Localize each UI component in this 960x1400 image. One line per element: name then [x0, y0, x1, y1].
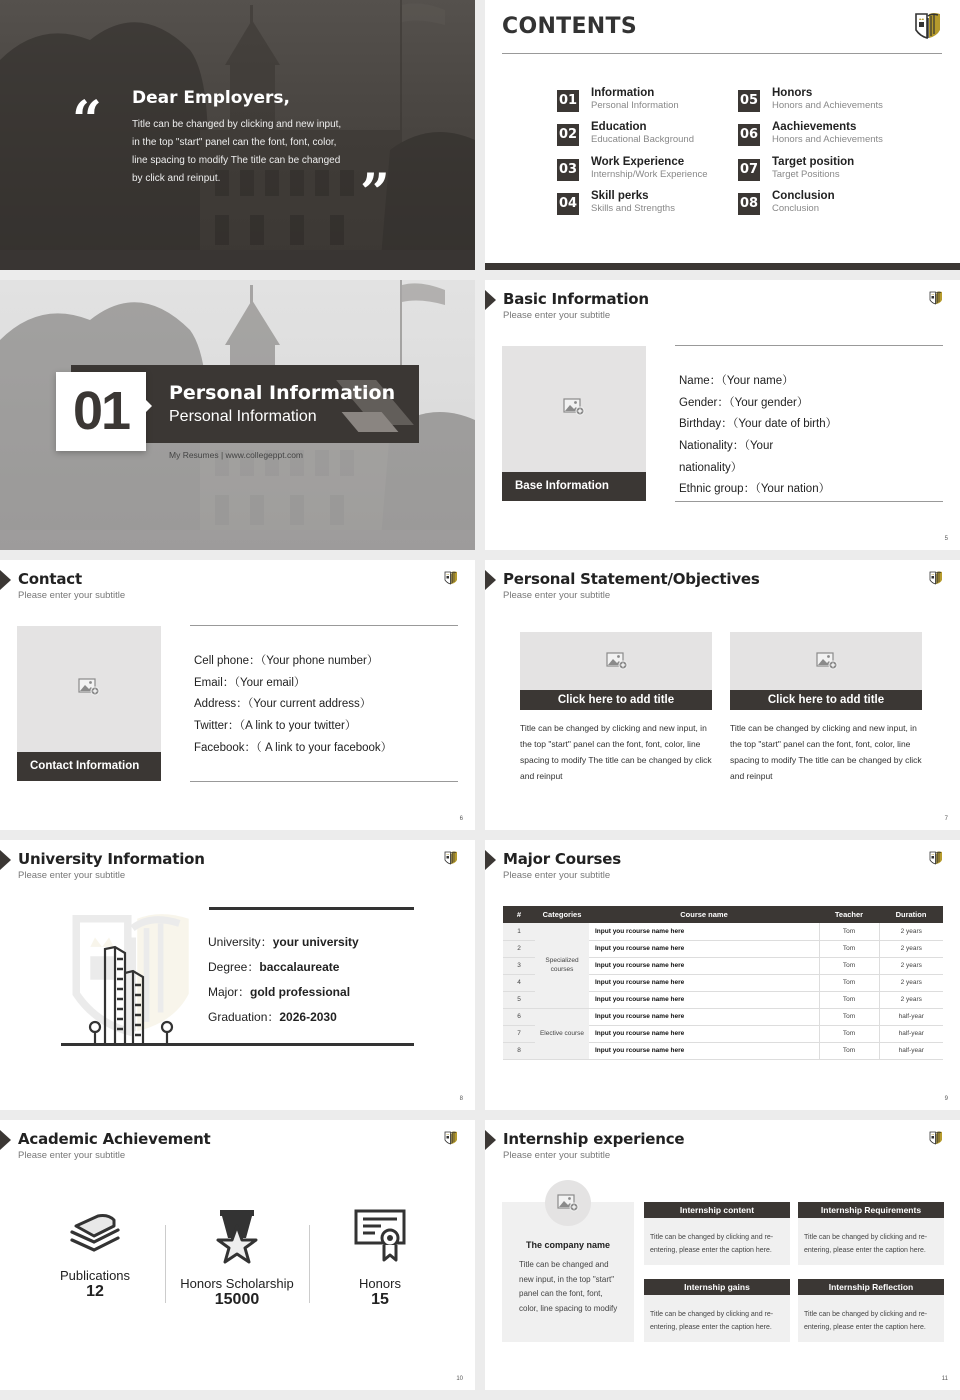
footer-bar: [485, 263, 960, 270]
fact-university: [208, 930, 359, 955]
toc-subtitle: Honors and Achievements: [772, 100, 883, 111]
toc-number: 04: [557, 193, 579, 215]
internship-gains-box: [644, 1279, 790, 1342]
divider: [675, 501, 943, 502]
slide-dear-employers[interactable]: [0, 0, 475, 270]
teacher-cell: Tom: [819, 1025, 879, 1042]
slide-title: Internship experience: [503, 1130, 685, 1148]
toc-subtitle: Educational Background: [591, 134, 694, 145]
contents-title: CONTENTS: [502, 14, 637, 39]
stat-honors: [320, 1208, 440, 1309]
section-number: 01: [72, 381, 130, 441]
duration-cell: 2 years: [879, 991, 943, 1008]
slide-contents[interactable]: [485, 0, 960, 270]
toc-subtitle: Target Positions: [772, 169, 840, 180]
university-logo-icon: [928, 570, 944, 586]
photo-caption: Contact Information: [17, 752, 161, 781]
slide-title: University Information: [18, 850, 205, 868]
courses-table: [503, 906, 943, 1060]
stat-honors-scholarship: [177, 1208, 297, 1309]
contact-info-list: [194, 651, 392, 759]
toc-title: Work Experience: [591, 156, 685, 168]
fact-degree: [208, 955, 359, 980]
stat-label: Publications: [59, 1268, 131, 1283]
slide-academic-achievement[interactable]: [0, 1120, 475, 1390]
divider: [190, 781, 458, 782]
toc-number: 02: [557, 124, 579, 146]
row-index: 1: [503, 923, 535, 940]
toc-subtitle: Internship/Work Experience: [591, 169, 708, 180]
toc-title: Aachievements: [772, 121, 857, 133]
pointer-tip: [146, 400, 152, 412]
course-name-cell[interactable]: Input you rcourse name here: [589, 991, 819, 1008]
page-number: 8: [459, 1096, 463, 1102]
stack-of-papers-icon: [68, 1208, 122, 1256]
toc-title: Information: [591, 87, 655, 99]
slide-title: Contact: [18, 570, 82, 588]
photo-caption: Base Information: [502, 472, 646, 501]
add-image-icon[interactable]: [816, 652, 838, 670]
header-arrow-icon: [0, 570, 11, 590]
card-body: Title can be changed by clicking and new input, in the top "start" panel can the font, font, color, line spacing to modify The title can be changed by click and reinput: [730, 723, 922, 781]
photo-placeholder[interactable]: [17, 626, 161, 781]
field-birthday: Birthday：（Your date of birth）: [679, 418, 838, 431]
field-twitter: Twitter：（A link to your twitter）: [194, 720, 357, 733]
slide-title: Major Courses: [503, 850, 621, 868]
university-logo-icon: [443, 1130, 459, 1146]
divider: [675, 345, 943, 346]
fact-label: Degree：: [208, 960, 260, 974]
company-logo-placeholder[interactable]: [545, 1180, 591, 1226]
university-logo-icon: [928, 290, 944, 306]
card-title[interactable]: Click here to add title: [520, 690, 712, 710]
row-index: 8: [503, 1042, 535, 1059]
medal-star-icon: [210, 1208, 264, 1264]
toc-title: Conclusion: [772, 190, 835, 202]
toc-number: 01: [557, 90, 579, 112]
divider: [209, 907, 414, 910]
table-row: [503, 923, 943, 940]
teacher-cell: Tom: [819, 991, 879, 1008]
category-cell: Specialized courses: [535, 923, 589, 1008]
toc-number: 08: [738, 193, 760, 215]
company-name: The company name: [525, 1240, 611, 1250]
section-number-box: [56, 372, 146, 451]
slide-subtitle: Please enter your subtitle: [503, 1150, 611, 1161]
close-quote-icon: ”: [360, 163, 390, 224]
field-nationality: Nationality：（Your: [679, 440, 774, 453]
header-arrow-icon: [485, 570, 496, 590]
duration-cell: half-year: [879, 1008, 943, 1025]
slide-title: Basic Information: [503, 290, 649, 308]
toc-title: Skill perks: [591, 190, 649, 202]
box-title: Internship content: [644, 1202, 790, 1218]
box-body: Title can be changed by clicking and re-entering, please enter the caption here.: [798, 1218, 944, 1265]
duration-cell: 2 years: [879, 974, 943, 991]
slide-title: Academic Achievement: [18, 1130, 211, 1148]
add-image-icon[interactable]: [563, 398, 585, 416]
slide-subtitle: Please enter your subtitle: [503, 870, 611, 881]
toc-number: 06: [738, 124, 760, 146]
slide-subtitle: Please enter your subtitle: [18, 1150, 126, 1161]
internship-content-box: [644, 1202, 790, 1265]
col-header-teacher: Teacher: [819, 906, 879, 923]
fact-label: Major：: [208, 985, 251, 999]
toc-subtitle: Conclusion: [772, 203, 819, 214]
col-header-index: #: [503, 906, 535, 923]
toc-number: 07: [738, 159, 760, 181]
page-number: 7: [944, 816, 948, 822]
fact-value: 2026-2030: [279, 1010, 337, 1024]
field-email: Email：（Your email）: [194, 676, 306, 689]
header-arrow-icon: [0, 850, 11, 870]
col-header-categories: Categories: [535, 906, 589, 923]
box-title: Internship Requirements: [798, 1202, 944, 1218]
stat-value: 12: [86, 1283, 104, 1300]
slide-subtitle: Please enter your subtitle: [18, 870, 126, 881]
duration-cell: 2 years: [879, 940, 943, 957]
box-body: Title can be changed by clicking and re-entering, please enter the caption here.: [644, 1295, 790, 1342]
slide-subtitle: Please enter your subtitle: [503, 590, 611, 601]
table-row: [503, 1008, 943, 1025]
field-facebook: Facebook：（ A link to your facebook）: [194, 741, 393, 754]
field-cell-phone: Cell phone：（Your phone number）: [194, 655, 379, 667]
row-index: 6: [503, 1008, 535, 1025]
toc-title: Target position: [772, 156, 855, 168]
slide-subtitle: Please enter your subtitle: [18, 590, 126, 601]
card-title[interactable]: Click here to add title: [730, 690, 922, 710]
university-logo-icon: [914, 10, 942, 42]
teacher-cell: Tom: [819, 923, 879, 940]
page-number: 6: [459, 816, 463, 822]
field-address: Address：（Your current address）: [194, 698, 372, 711]
page-number: 9: [944, 1096, 948, 1102]
col-header-duration: Duration: [879, 906, 943, 923]
course-name-cell[interactable]: Input you rcourse name here: [589, 940, 819, 957]
course-name-cell[interactable]: Input you rcourse name here: [589, 1042, 819, 1059]
field-nationality-cont: nationality）: [679, 461, 743, 474]
row-index: 7: [503, 1025, 535, 1042]
slide-basic-information[interactable]: [485, 280, 960, 550]
add-image-icon[interactable]: [78, 678, 100, 696]
divider: [309, 1225, 310, 1303]
course-name-cell[interactable]: Input you rcourse name here: [589, 923, 819, 940]
slide-subtitle: Please enter your subtitle: [503, 310, 611, 321]
open-quote-icon: “: [72, 90, 102, 151]
row-index: 3: [503, 957, 535, 974]
slide-internship-experience[interactable]: [485, 1120, 960, 1390]
course-name-cell[interactable]: Input you rcourse name here: [589, 1025, 819, 1042]
box-body: Title can be changed by clicking and re-entering, please enter the caption here.: [644, 1218, 790, 1265]
toc-subtitle: Personal Information: [591, 100, 679, 111]
university-logo-icon: [443, 850, 459, 866]
slide-section-personal-information[interactable]: [0, 280, 475, 550]
header-arrow-icon: [0, 1130, 11, 1150]
internship-reflection-box: [798, 1279, 944, 1342]
ground-line: [61, 1043, 414, 1046]
box-title: Internship gains: [644, 1279, 790, 1295]
toc-number: 05: [738, 90, 760, 112]
teacher-cell: Tom: [819, 1042, 879, 1059]
teacher-cell: Tom: [819, 974, 879, 991]
stat-label: Honors: [359, 1276, 401, 1291]
toc-subtitle: Honors and Achievements: [772, 134, 883, 145]
toc-title: Honors: [772, 87, 813, 99]
fact-label: University：: [208, 935, 273, 949]
page-number: 5: [944, 536, 948, 542]
section-title: Personal Information: [169, 382, 396, 404]
fact-major: [208, 980, 359, 1005]
toc-subtitle: Skills and Strengths: [591, 203, 675, 214]
slide-major-courses[interactable]: [485, 840, 960, 1110]
header-arrow-icon: [485, 1130, 496, 1150]
fact-value: baccalaureate: [259, 960, 340, 974]
section-footer: My Resumes | www.collegeppt.com: [169, 450, 304, 460]
image-placeholder[interactable]: [520, 632, 712, 690]
row-index: 2: [503, 940, 535, 957]
teacher-cell: Tom: [819, 940, 879, 957]
basic-info-list: [679, 371, 837, 501]
fact-label: Graduation：: [208, 1010, 280, 1024]
course-name-cell[interactable]: Input you rcourse name here: [589, 974, 819, 991]
add-image-icon[interactable]: [606, 652, 628, 670]
greeting-body: Title can be changed by clicking and new input, in the top "start" panel can the font, font, color, line spacing to modify The title can be changed by click and reinput.: [132, 119, 342, 184]
table-header-row: [503, 906, 943, 923]
page-number: 11: [941, 1376, 948, 1382]
duration-cell: half-year: [879, 1025, 943, 1042]
toc-title: Education: [591, 121, 647, 133]
company-description: Title can be changed and new input, in the top "start" panel can the font, font, color, line spacing to modify: [519, 1260, 618, 1313]
box-body: Title can be changed by clicking and re-entering, please enter the caption here.: [798, 1295, 944, 1342]
duration-cell: 2 years: [879, 923, 943, 940]
fact-value: gold professional: [250, 985, 351, 999]
fact-graduation: [208, 1005, 359, 1030]
fact-value: your university: [272, 935, 359, 949]
slide-contact[interactable]: [0, 560, 475, 830]
university-logo-icon: [928, 1130, 944, 1146]
add-image-icon[interactable]: [557, 1194, 579, 1212]
header-arrow-icon: [485, 290, 496, 310]
statement-card[interactable]: [520, 632, 712, 784]
statement-card[interactable]: [730, 632, 922, 784]
teacher-cell: Tom: [819, 957, 879, 974]
company-card: [502, 1202, 634, 1342]
duration-cell: 2 years: [879, 957, 943, 974]
header-arrow-icon: [485, 850, 496, 870]
stat-value: 15000: [214, 1291, 260, 1308]
card-body: Title can be changed by clicking and new input, in the top "start" panel can the font, font, color, line spacing to modify The title can be changed by click and reinput: [520, 723, 712, 781]
row-index: 4: [503, 974, 535, 991]
field-name: Name：（Your name）: [679, 375, 794, 387]
field-gender: Gender：（Your gender）: [679, 396, 809, 409]
city-buildings-icon: [85, 945, 180, 1045]
internship-requirements-box: [798, 1202, 944, 1265]
stat-publications: [35, 1208, 155, 1301]
stat-label: Honors Scholarship: [180, 1276, 294, 1291]
image-placeholder[interactable]: [730, 632, 922, 690]
slide-university-information[interactable]: [0, 840, 475, 1110]
course-name-cell[interactable]: Input you rcourse name here: [589, 1008, 819, 1025]
box-title: Internship Reflection: [798, 1279, 944, 1295]
stat-value: 15: [371, 1291, 389, 1308]
section-subtitle: Personal Information: [169, 408, 317, 425]
divider: [190, 625, 458, 626]
toc-number: 03: [557, 159, 579, 181]
course-name-cell[interactable]: Input you rcourse name here: [589, 957, 819, 974]
university-logo-icon: [443, 570, 459, 586]
divider: [165, 1225, 166, 1303]
category-cell: Elective course: [535, 1008, 589, 1059]
greeting-heading: Dear Employers,: [132, 88, 290, 108]
slide-title: Personal Statement/Objectives: [503, 570, 760, 588]
certificate-icon: [353, 1208, 407, 1264]
teacher-cell: Tom: [819, 1008, 879, 1025]
col-header-course-name: Course name: [589, 906, 819, 923]
photo-placeholder[interactable]: [502, 346, 646, 501]
university-logo-icon: [928, 850, 944, 866]
row-index: 5: [503, 991, 535, 1008]
university-facts: [208, 930, 359, 1030]
slide-personal-statement[interactable]: [485, 560, 960, 830]
page-number: 10: [456, 1376, 463, 1382]
divider: [502, 53, 942, 54]
field-ethnic-group: Ethnic group：（Your nation）: [679, 483, 831, 496]
duration-cell: half-year: [879, 1042, 943, 1059]
